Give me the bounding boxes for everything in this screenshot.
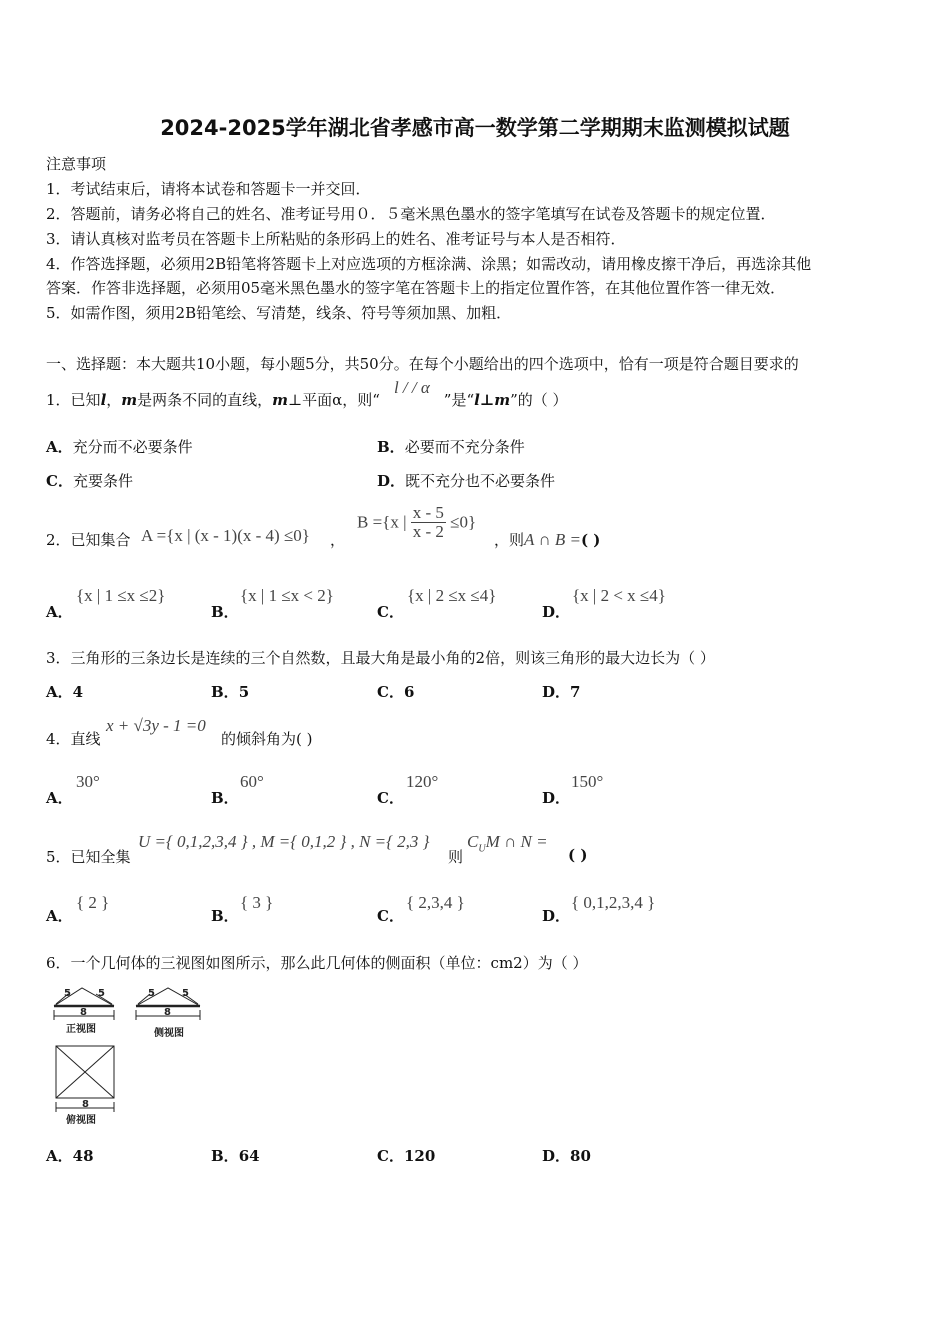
dimension-label: 8: [82, 1099, 89, 1110]
option-b-label: B．: [211, 603, 239, 621]
question-3: 3．三角形的三条边长是连续的三个自然数，且最大角是最小角的2倍，则该三角形的最大边长为（ ）: [46, 649, 715, 667]
option-a-formula: 30°: [76, 772, 100, 791]
option-a-label: A．: [46, 603, 73, 621]
dimension-label: 5: [182, 988, 189, 999]
formula: A ∩ B =: [524, 530, 581, 549]
notice-item: 答案．作答非选择题，必须用05毫米黑色墨水的签字笔在答题卡上的指定位置作答，在其他位置作答一律无效．: [46, 279, 786, 297]
option-d-formula: 150°: [571, 772, 604, 791]
formula: x + √3y - 1 =0: [106, 716, 206, 735]
question-6: 6．一个几何体的三视图如图所示，那么此几何体的侧面积（单位：cm2）为（ ）: [46, 954, 588, 972]
question-5: 5．已知全集: [46, 848, 131, 866]
question-number: 1．: [46, 391, 71, 409]
formula: l / / α: [393, 378, 430, 397]
question-2: 2．已知集合: [46, 531, 131, 549]
side-view-label: 侧视图: [154, 1028, 184, 1039]
option-a: A．4: [46, 683, 84, 701]
formula: U ={ 0,1,2,3,4 } , M ={ 0,1,2 } , N ={ 2,3 }: [138, 832, 430, 851]
dimension-label: 5: [98, 988, 105, 999]
option-b-formula: { 3 }: [240, 893, 274, 912]
option-c-label: C．: [377, 603, 404, 621]
option-a-formula: { 2 }: [76, 893, 110, 912]
dimension-label: 8: [80, 1007, 87, 1018]
notice-heading: 注意事项: [46, 155, 107, 173]
top-view-label: 俯视图: [66, 1115, 96, 1126]
option-d-formula: {x | 2 < x ≤4}: [572, 586, 666, 605]
notice-item: 2．答题前，请务必将自己的姓名、准考证号用０．５毫米黑色墨水的签字笔填写在试卷及答题卡的规定位置．: [46, 205, 776, 223]
option-c: C．充要条件: [46, 472, 133, 490]
option-b: B．64: [211, 1147, 260, 1165]
three-view-figure: [44, 982, 224, 1132]
page-title: 2024-2025学年湖北省孝感市高一数学第二学期期末监测模拟试题: [160, 116, 790, 140]
option-d: D．7: [542, 683, 581, 701]
question-1: 1．已知l，m是两条不同的直线，m⊥平面α，则“l / / α”是“l⊥m”的（ ）: [46, 378, 568, 409]
option-a-label: A．: [46, 907, 73, 925]
option-c: C．120: [377, 1147, 436, 1165]
option-c-formula: 120°: [406, 772, 439, 791]
option-c-label: C．: [377, 907, 404, 925]
option-c-formula: { 2,3,4 }: [406, 893, 465, 912]
option-d-formula: { 0,1,2,3,4 }: [571, 893, 656, 912]
option-c-label: C．: [377, 789, 404, 807]
option-d-label: D．: [542, 789, 571, 807]
option-b-label: B．: [211, 907, 239, 925]
option-b-formula: {x | 1 ≤x < 2}: [240, 586, 334, 605]
option-c: C．6: [377, 683, 415, 701]
notice-item: 5．如需作图，须用2B铅笔绘、写清楚，线条、符号等须加黑、加粗．: [46, 304, 512, 322]
question-4: 4．直线: [46, 730, 101, 748]
option-a: A．充分而不必要条件: [46, 438, 193, 456]
option-d: D．80: [542, 1147, 591, 1165]
dimension-label: 8: [164, 1007, 171, 1018]
front-view-label: 正视图: [66, 1024, 96, 1035]
section-heading: 一、选择题：本大题共10小题，每小题5分，共50分。在每个小题给出的四个选项中，恰有一项是符合题目要求的: [46, 355, 799, 373]
option-b-formula: 60°: [240, 772, 264, 791]
option-a-formula: {x | 1 ≤x ≤2}: [76, 586, 166, 605]
option-d-label: D．: [542, 603, 571, 621]
notice-item: 4．作答选择题，必须用2B铅笔将答题卡上对应选项的方框涂满、涂黑；如需改动，请用橡皮擦干净后，再选涂其他: [46, 255, 812, 273]
option-b-label: B．: [211, 789, 239, 807]
formula-set-b: B ={x | $\frac{x - 5}{x - 2}$ ≤0}: [357, 503, 477, 541]
option-b: B．必要而不充分条件: [377, 438, 525, 456]
option-a-label: A．: [46, 789, 73, 807]
dimension-label: 5: [148, 988, 155, 999]
formula-set-a: A ={x | (x - 1)(x - 4) ≤0}: [141, 526, 310, 545]
notice-item: 1．考试结束后，请将本试卷和答题卡一并交回．: [46, 180, 371, 198]
option-d-label: D．: [542, 907, 571, 925]
option-d: D．既不充分也不必要条件: [377, 472, 556, 490]
notice-item: 3．请认真核对监考员在答题卡上所粘贴的条形码上的姓名、准考证号与本人是否相符．: [46, 230, 626, 248]
formula: $C_UM$ ∩ N =: [467, 832, 548, 855]
dimension-label: 5: [64, 988, 71, 999]
option-a: A．48: [46, 1147, 94, 1165]
option-b: B．5: [211, 683, 250, 701]
option-c-formula: {x | 2 ≤x ≤4}: [407, 586, 497, 605]
